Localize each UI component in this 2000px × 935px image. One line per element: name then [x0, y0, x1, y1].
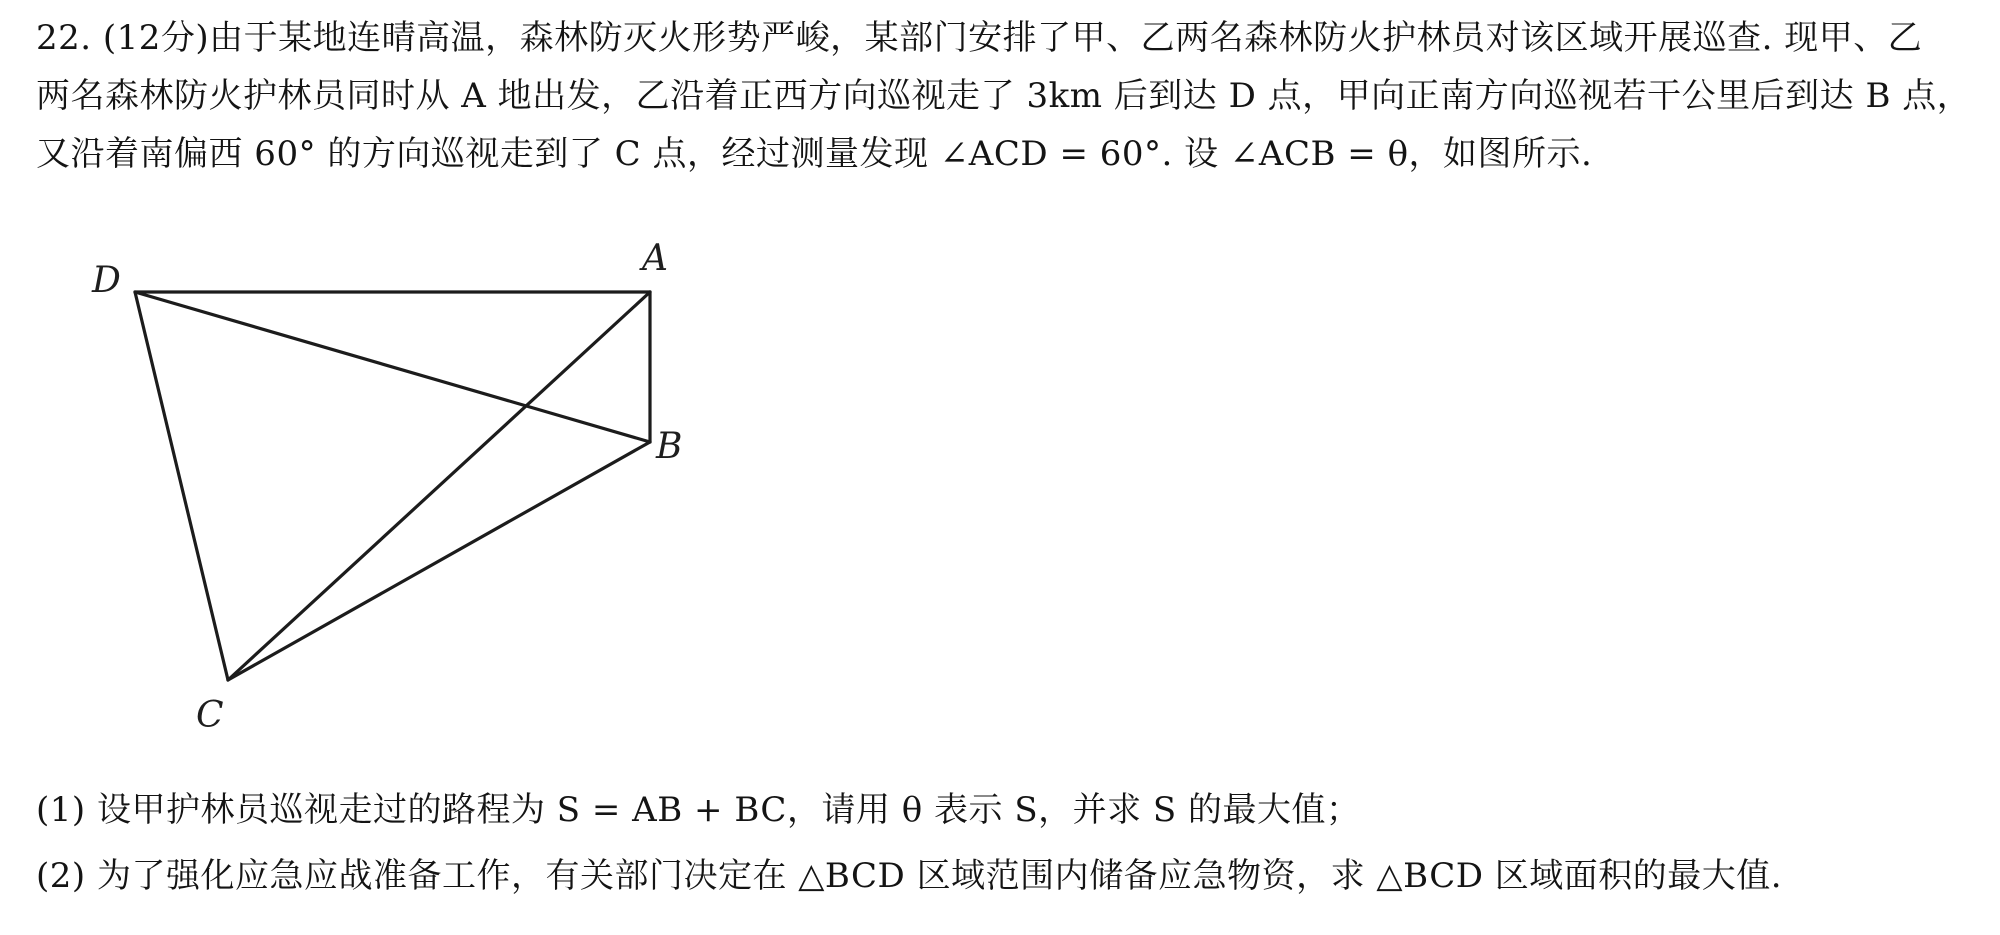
problem-text-line-2: 两名森林防火护林员同时从 A 地出发，乙沿着正西方向巡视走了 3km 后到达 D 点，甲向正南方向巡视若干公里后到达 B 点， — [36, 76, 1972, 116]
point-label-C: C — [196, 695, 224, 736]
segment-BC — [228, 442, 650, 680]
segment-DB — [135, 292, 650, 442]
segment-AC — [228, 292, 650, 680]
question-2: (2) 为了强化应急应战准备工作，有关部门决定在 △BCD 区域范围内储备应急物资，求 △BCD 区域面积的最大值. — [36, 856, 1783, 896]
question-1: (1) 设甲护林员巡视走过的路程为 S = AB + BC，请用 θ 表示 S，并求 S 的最大值； — [36, 790, 1361, 830]
problem-text-line-1: 22. (12分)由于某地连晴高温，森林防灭火形势严峻，某部门安排了甲、乙两名森林防火护林员对该区域开展巡查. 现甲、乙 — [36, 18, 1923, 58]
point-label-B: B — [656, 426, 683, 467]
segment-DC — [135, 292, 228, 680]
geometry-figure — [80, 225, 720, 745]
problem-text-line-3: 又沿着南偏西 60° 的方向巡视走到了 C 点，经过测量发现 ∠ACD = 60°. 设 ∠ACB = θ，如图所示. — [36, 134, 1593, 174]
point-label-A: A — [642, 238, 668, 279]
point-label-D: D — [92, 260, 121, 301]
